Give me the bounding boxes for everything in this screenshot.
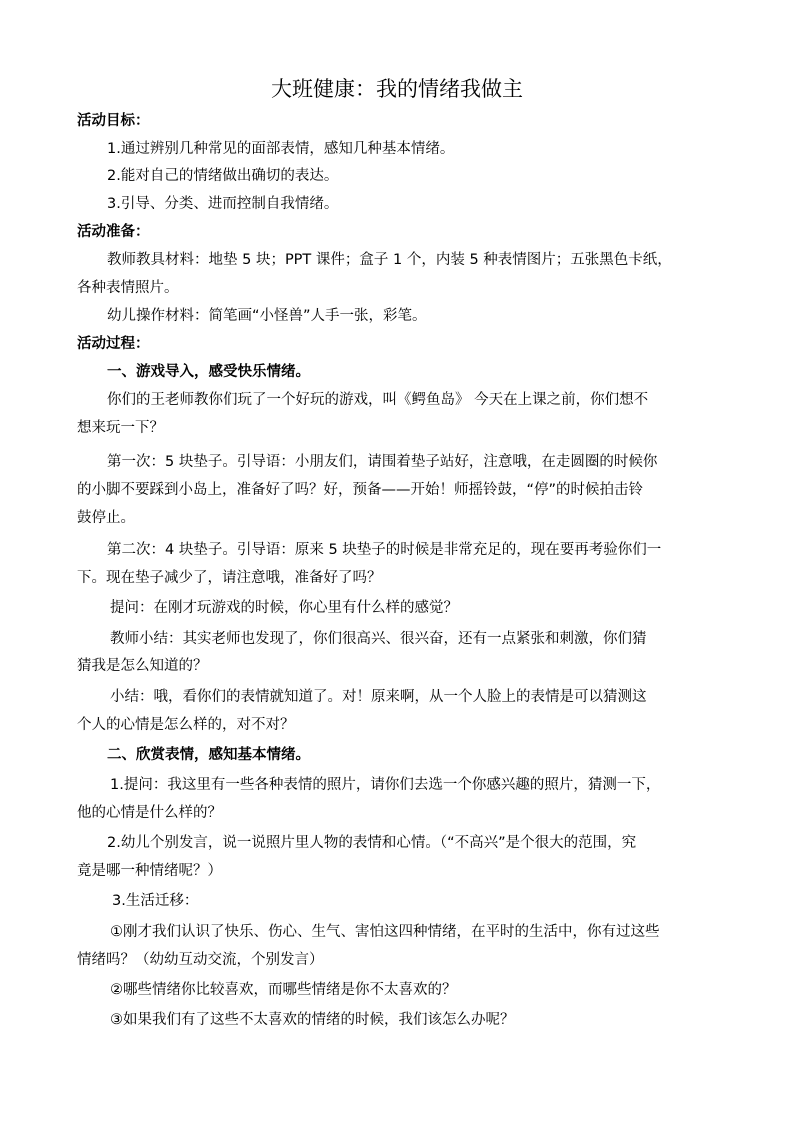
paragraph-line: 个人的心情是怎么样的，对不对？ — [77, 717, 295, 733]
paragraph-line: ①刚才我们认识了快乐、伤心、生气、害怕这四种情绪，在平时的生活中，你有过这些 — [110, 924, 660, 940]
paragraph-line: 小结：哦，看你们的表情就知道了。对！原来啊，从一个人脸上的表情是可以猜测这 — [110, 689, 647, 705]
paragraph-line: 你们的王老师教你们玩了一个好玩的游戏，叫《鳄鱼岛》 今天在上课之前，你们想不 — [107, 392, 649, 408]
prep-child-line: 幼儿操作材料：简笔画“小怪兽”人手一张，彩笔。 — [107, 308, 427, 324]
prep-heading: 活动准备： — [77, 224, 150, 240]
process-heading: 活动过程： — [77, 336, 150, 352]
paragraph-line: 想来玩一下？ — [77, 420, 164, 436]
paragraph-line: 第一次：5 块垫子。引导语：小朋友们，请围着垫子站好，注意哦，在走圆圈的时候你 — [107, 454, 658, 470]
part2-heading: 二、欣赏表情，感知基本情绪。 — [107, 747, 310, 763]
goal-item: 1.通过辨别几种常见的面部表情，感知几种基本情绪。 — [107, 141, 455, 157]
paragraph-line: 第二次：4 块垫子。引导语：原来 5 块垫子的时候是非常充足的，现在要再考验你们一 — [107, 542, 662, 558]
paragraph-line: 猜我是怎么知道的？ — [77, 658, 208, 674]
paragraph-line: 教师小结：其实老师也发现了，你们很高兴、很兴奋，还有一点紧张和刺激，你们猜 — [110, 631, 647, 647]
goal-item: 2.能对自己的情绪做出确切的表达。 — [107, 168, 339, 184]
goal-item: 3.引导、分类、进而控制自我情绪。 — [107, 196, 339, 212]
prep-teacher-line: 教师教具材料：地垫 5 块；PPT 课件；盒子 1 个，内装 5 种表情图片；五张黑色卡纸， — [107, 252, 672, 268]
prep-teacher-line: 各种表情照片。 — [77, 280, 179, 296]
part1-heading: 一、游戏导入，感受快乐情绪。 — [107, 364, 310, 380]
paragraph-line: 他的心情是什么样的？ — [77, 805, 222, 821]
paragraph-line: 3.生活迁移： — [112, 893, 199, 909]
paragraph-line: 2.幼儿个别发言，说一说照片里人物的表情和心情。（“不高兴”是个很大的范围，究 — [107, 835, 637, 851]
goals-heading: 活动目标： — [77, 113, 150, 129]
paragraph-line: ③如果我们有了这些不太喜欢的情绪的时候，我们该怎么办呢？ — [110, 1012, 515, 1028]
paragraph-line: 提问：在刚才玩游戏的时候，你心里有什么样的感觉？ — [110, 600, 458, 616]
paragraph-line: ②哪些情绪你比较喜欢，而哪些情绪是你不太喜欢的？ — [110, 982, 457, 998]
paragraph-line: 竟是哪一种情绪呢？） — [77, 863, 222, 879]
paragraph-line: 1.提问：我这里有一些各种表情的照片，请你们去选一个你感兴趣的照片，猜测一下， — [110, 777, 661, 793]
paragraph-line: 的小脚不要踩到小岛上，准备好了吗？好，预备——开始！师摇铃鼓，“停”的时候拍击铃 — [77, 482, 644, 498]
paragraph-line: 鼓停止。 — [77, 510, 135, 526]
paragraph-line: 情绪吗？（幼幼互动交流，个别发言） — [77, 952, 324, 968]
document-title: 大班健康：我的情绪我做主 — [271, 77, 523, 101]
paragraph-line: 下。现在垫子减少了，请注意哦，准备好了吗？ — [77, 570, 382, 586]
